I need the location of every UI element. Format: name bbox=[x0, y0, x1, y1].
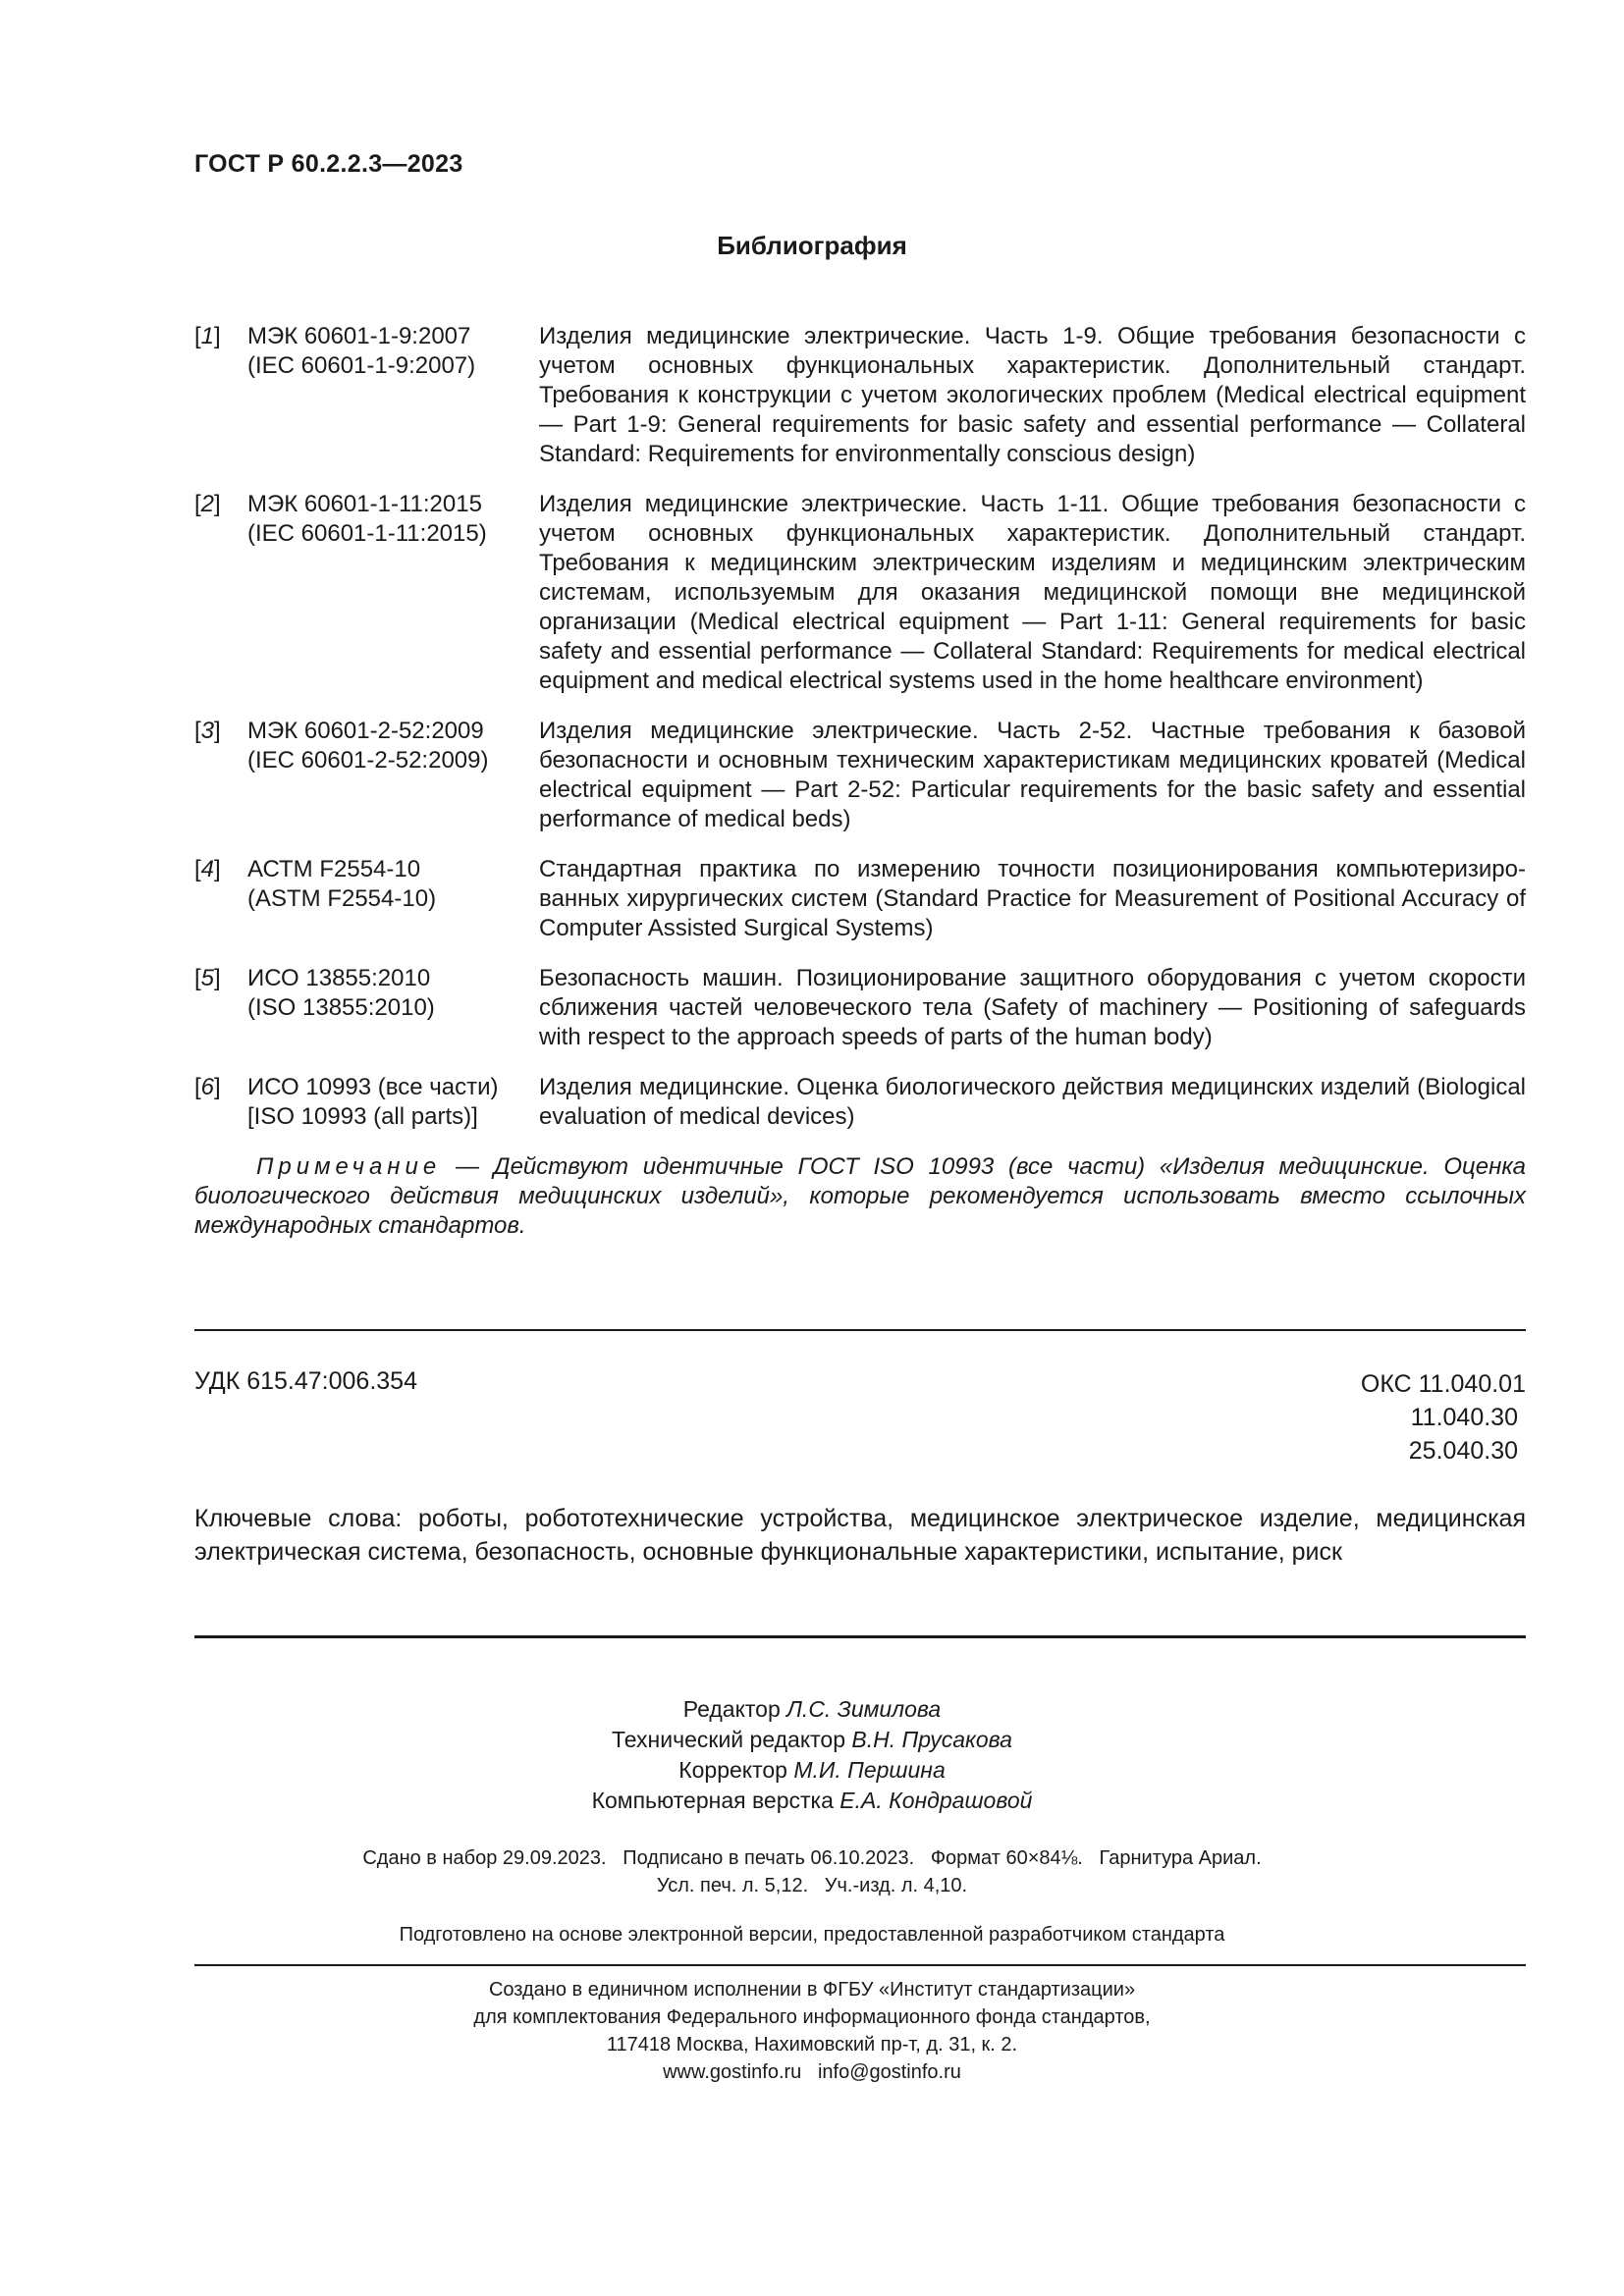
footer-contacts bbox=[0, 2058, 1624, 2086]
credit-role: Компьютерная верстка bbox=[591, 1788, 834, 1813]
prepared-note: Подготовлено на основе электронной версии, предоставленной разработчиком стандарта bbox=[399, 1924, 1225, 1946]
standard-code: ГОСТ Р 60.2.2.3—2023 bbox=[194, 150, 463, 178]
oks-code: 25.040.30 bbox=[1408, 1437, 1518, 1465]
credit-name: Л.С. Зимилова bbox=[786, 1696, 942, 1722]
email-link[interactable]: info@gostinfo.ru bbox=[817, 2061, 961, 2083]
entry-description: Безопасность машин. Позиционирование защитного оборудования с учетом скорости сближения частей человеческого тела (Safety of machinery — Positioning of safeguards with respect to the approach speeds of parts of the human body) bbox=[539, 965, 1526, 1050]
entry-code bbox=[247, 1073, 539, 1132]
bibliography-entry bbox=[194, 855, 1526, 943]
oks-line-1 bbox=[1361, 1367, 1526, 1401]
entry-code-international: (IEC 60601-1-9:2007) bbox=[247, 352, 476, 379]
entry-number: [2] bbox=[194, 491, 221, 517]
credit-line bbox=[0, 1694, 1624, 1725]
credit-role: Корректор bbox=[678, 1757, 787, 1783]
oks-code: 11.040.01 bbox=[1418, 1370, 1526, 1398]
website-link[interactable]: www.gostinfo.ru bbox=[663, 2061, 802, 2083]
credit-line bbox=[0, 1786, 1624, 1816]
entry-code-national: ИСО 13855:2010 bbox=[247, 965, 431, 991]
entry-code bbox=[247, 322, 539, 469]
bibliography-list bbox=[194, 322, 1526, 1152]
oks-label: ОКС bbox=[1360, 1370, 1412, 1398]
udk-code: УДК 615.47:006.354 bbox=[194, 1367, 417, 1395]
credit-line bbox=[0, 1755, 1624, 1786]
note-label: Примечание bbox=[256, 1153, 442, 1180]
bibliography-entry bbox=[194, 490, 1526, 696]
bibliography-entry bbox=[194, 1073, 1526, 1132]
entry-code bbox=[247, 490, 539, 696]
entry-description: Изделия медицинские электрические. Часть 2-52. Частные требования к базовой безопасности и основным техническим характеристикам медицинских кроватей (Medical electrical equipment — Part 2-52: Particular requirements for the basic safety and essential performance of medical beds) bbox=[539, 718, 1526, 832]
footer-line: для комплектования Федерального информационного фонда стандартов, bbox=[473, 2006, 1151, 2028]
publisher-footer bbox=[0, 1976, 1624, 2086]
credit-line bbox=[0, 1725, 1624, 1755]
bibliography-title: Библиография bbox=[717, 231, 907, 260]
entry-code-national: МЭК 60601-2-52:2009 bbox=[247, 718, 484, 744]
credits-block bbox=[0, 1694, 1624, 1816]
print-info bbox=[0, 1844, 1624, 1899]
entry-number: [5] bbox=[194, 965, 221, 991]
keywords: Ключевые слова: роботы, робототехнические устройства, медицинское электрическое изделие, медицинская электрическая система, безопасность, основные функциональные характеристики, испытание, риск bbox=[194, 1505, 1526, 1566]
entry-code-national: ИСО 10993 (все части) bbox=[247, 1074, 499, 1100]
bibliography-note bbox=[194, 1152, 1526, 1241]
entry-number: [6] bbox=[194, 1074, 221, 1100]
footer-line: Создано в единичном исполнении в ФГБУ «Институт стандартизации» bbox=[488, 1979, 1136, 2001]
credit-role: Технический редактор bbox=[612, 1727, 846, 1752]
entry-code-international: (IEC 60601-2-52:2009) bbox=[247, 747, 489, 774]
credit-name: Е.А. Кондрашовой bbox=[839, 1788, 1033, 1813]
entry-description: Изделия медицинские. Оценка биологического действия медицинских изделий (Biological evaluation of medical devices) bbox=[539, 1074, 1526, 1130]
entry-number: [4] bbox=[194, 856, 221, 882]
bibliography-entry bbox=[194, 717, 1526, 834]
divider-line bbox=[194, 1635, 1526, 1638]
entry-code-international: [ISO 10993 (all parts)] bbox=[247, 1103, 478, 1130]
entry-code bbox=[247, 855, 539, 943]
entry-code bbox=[247, 717, 539, 834]
oks-code: 11.040.30 bbox=[1410, 1404, 1518, 1431]
entry-description: Изделия медицинские электрические. Часть 1-11. Общие требования безопасности с учетом основных функциональных характеристик. Дополнительный стандарт. Требования к медицинским электрическим изделиям и медицинским электрическим системам, используемым для оказания медицинской помощи вне медицинской организации (Medical electrical equipment — Part 1-11: General requirements for basic safety and essential performance — Collateral Standard: Requirements for medical electrical equipment and medical electrical systems used in the home healthcare environment) bbox=[539, 491, 1526, 694]
entry-number: [1] bbox=[194, 323, 221, 349]
footer-line: 117418 Москва, Нахимовский пр-т, д. 31, к. 2. bbox=[606, 2034, 1018, 2056]
bibliography-entry bbox=[194, 964, 1526, 1052]
entry-number: [3] bbox=[194, 718, 221, 744]
entry-code-international: (ASTM F2554-10) bbox=[247, 885, 437, 912]
entry-description: Изделия медицинские электрические. Часть 1-9. Общие требования безопасности с учетом основных функциональных характеристик. Дополнительный стандарт. Требования к конструкции с учетом экологических проблем (Medical electrical equipment — Part 1-9: General requirements for basic safety and essential performance — Collateral Standard: Requirements for environmentally conscious design) bbox=[539, 323, 1526, 467]
entry-code bbox=[247, 964, 539, 1052]
entry-code-international: (IEC 60601-1-11:2015) bbox=[247, 520, 487, 547]
entry-code-national: МЭК 60601-1-9:2007 bbox=[247, 323, 471, 349]
print-info-line: Сдано в набор 29.09.2023. Подписано в печать 06.10.2023. Формат 60×84⅛. Гарнитура Ариал. bbox=[362, 1847, 1262, 1869]
entry-code-international: (ISO 13855:2010) bbox=[247, 994, 435, 1021]
print-info-line: Усл. печ. л. 5,12. Уч.-изд. л. 4,10. bbox=[656, 1875, 968, 1896]
bibliography-entry bbox=[194, 322, 1526, 469]
credit-name: М.И. Першина bbox=[793, 1757, 946, 1783]
credit-role: Редактор bbox=[682, 1696, 781, 1722]
entry-description: Стандартная практика по измерению точности позиционирования компьютеризированных хирургических систем (Standard Practice for Measurement of Positional Accuracy of Computer Assisted Surgical Systems) bbox=[539, 856, 1526, 941]
entry-code-national: АСТМ F2554-10 bbox=[247, 856, 421, 882]
note-text: — Действуют идентичные ГОСТ ISO 10993 (все части) «Изделия медицинские. Оценка биологического действия медицинских изделий», которые рекомендуется использовать вместо ссылочных международных стандартов. bbox=[194, 1153, 1526, 1239]
entry-code-national: МЭК 60601-1-11:2015 bbox=[247, 491, 482, 517]
credit-name: В.Н. Прусакова bbox=[851, 1727, 1012, 1752]
divider-line bbox=[194, 1964, 1526, 1966]
oks-block bbox=[1361, 1367, 1526, 1468]
divider-line bbox=[194, 1329, 1526, 1331]
